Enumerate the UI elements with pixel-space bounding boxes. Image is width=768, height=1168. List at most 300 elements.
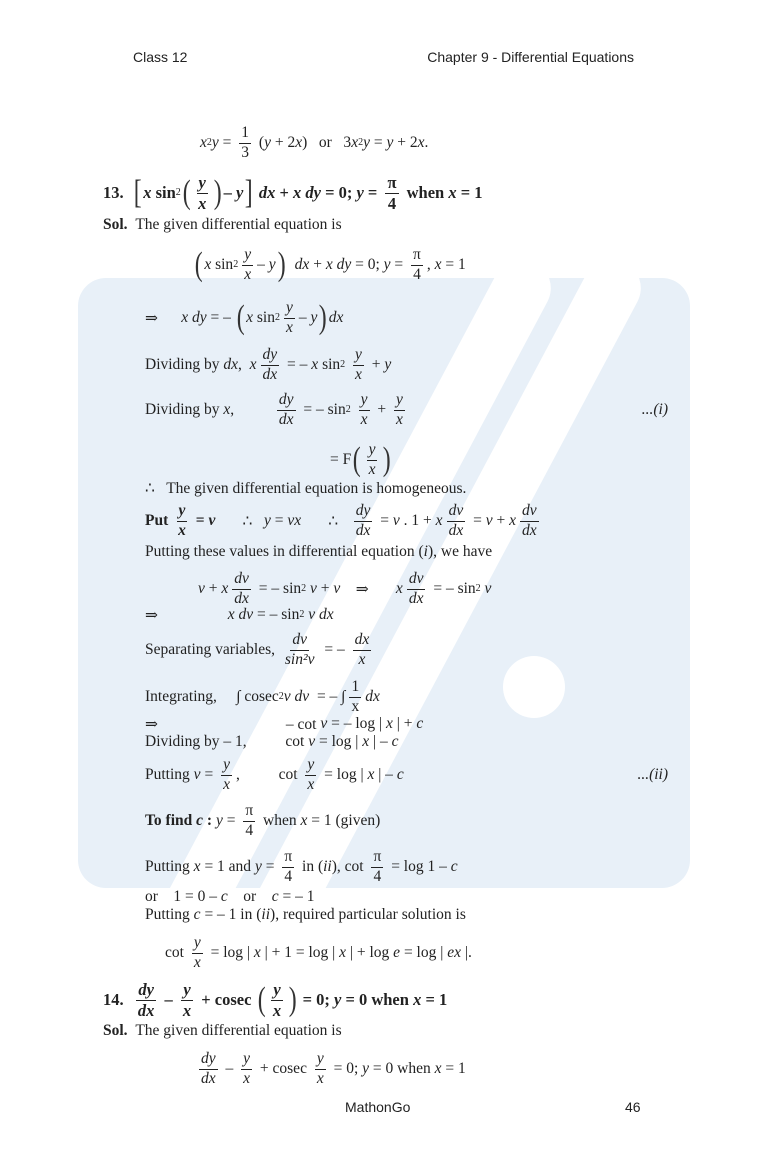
bracket: ( <box>236 299 245 336</box>
fraction <box>242 247 253 283</box>
question-13: 13. [ x sin 2 ( $\frac{y}{x}$ ) – y ] dx + x dy = 0; y = $\frac{\pi}{4}$ when x = 1 <box>103 173 483 213</box>
math-variable: y <box>215 812 223 829</box>
text: = log | <box>400 944 448 961</box>
bold-text: = 0; <box>298 990 334 1009</box>
text: Putting <box>145 858 194 875</box>
text: ⇒ – cot <box>145 715 321 733</box>
text: = 1 <box>441 1060 466 1077</box>
math-variable: c <box>220 888 228 905</box>
fraction <box>407 571 426 607</box>
bracket: ) <box>383 441 392 478</box>
bold-text: sin <box>155 183 176 202</box>
denominator: x <box>193 953 201 971</box>
text: | + 1 = log | <box>260 944 340 961</box>
text: ), cot <box>331 858 368 875</box>
math-variable: x <box>295 134 303 151</box>
math-variable: v dx <box>308 606 334 623</box>
math-variable: v dv <box>283 688 310 705</box>
fraction <box>305 757 316 793</box>
equation-line: x 2 y = $\frac{1}{3}$ ( y + 2 x ) or 3 x 2 y = y + 2 x . <box>200 124 429 161</box>
numerator: 1 <box>349 679 361 697</box>
bold-text: = 0 when <box>341 990 414 1009</box>
text: = log 1 – <box>387 858 451 875</box>
equation-label: ...(i) <box>641 401 668 418</box>
text: . <box>424 134 429 151</box>
numerator: y <box>242 247 253 265</box>
numerator: dv <box>520 503 539 521</box>
text: Putting <box>145 766 194 783</box>
math-variable: i <box>423 543 428 560</box>
denominator: x <box>360 410 368 428</box>
text: = 1 and <box>200 858 255 875</box>
fraction <box>261 347 280 383</box>
numerator: dv <box>290 632 309 650</box>
text: = – ∫ <box>309 688 346 705</box>
bold-math-variable: y <box>236 183 244 202</box>
numerator: 1 <box>239 125 251 143</box>
text: = <box>261 858 279 875</box>
denominator: x <box>316 1069 324 1087</box>
math-variable: y <box>363 134 370 151</box>
fraction <box>239 125 251 161</box>
fraction <box>385 174 398 212</box>
text: ⇒ <box>145 606 228 624</box>
numerator: y <box>367 442 378 460</box>
bold-text: = <box>191 512 209 529</box>
fraction <box>243 803 255 839</box>
numerator: y <box>192 935 203 953</box>
fraction <box>359 392 370 428</box>
text: = F <box>330 451 352 468</box>
math-variable: x <box>311 356 319 373</box>
bold-math-variable: v <box>208 512 216 529</box>
math-variable: y <box>310 309 318 326</box>
text: ), we have <box>427 543 493 560</box>
text: = – 1 <box>278 888 315 905</box>
equation-line <box>145 628 375 672</box>
text: , <box>238 356 250 373</box>
denominator: sin²v <box>284 650 315 668</box>
text: = 1 (given) <box>307 812 381 829</box>
math-variable: v <box>308 733 316 750</box>
denominator: x <box>358 650 366 668</box>
denominator: x <box>307 775 315 793</box>
denominator: x <box>178 521 186 539</box>
math-variable: x <box>339 944 347 961</box>
text: = 0; <box>329 1060 363 1077</box>
bold-math-variable: x <box>448 183 457 202</box>
denominator: x <box>396 410 403 428</box>
denominator: dx <box>355 521 371 539</box>
denominator: 4 <box>413 265 421 283</box>
numerator: π <box>387 173 397 193</box>
text: + <box>204 580 222 597</box>
text: + <box>309 256 326 273</box>
text: = <box>222 812 240 829</box>
math-variable: x <box>395 580 403 597</box>
text: = 0 when <box>369 1060 435 1077</box>
bracket: ] <box>245 174 254 211</box>
math-variable: ex <box>447 944 461 961</box>
bold-text: Sol. <box>103 216 136 233</box>
text: ( <box>255 134 265 151</box>
text: or 1 = 0 – <box>145 888 221 905</box>
fraction <box>192 935 203 971</box>
bold-math-variable: x <box>143 183 156 202</box>
text: sin <box>211 256 234 273</box>
denominator: x <box>223 775 230 793</box>
text: = <box>270 512 288 529</box>
text: = <box>469 512 486 529</box>
text: = 0; <box>351 256 384 273</box>
denominator: x <box>244 265 252 283</box>
math-variable: x <box>435 512 443 529</box>
text: Dividing by <box>145 401 224 418</box>
bold-text: 13. <box>103 183 132 202</box>
bold-math-variable: x <box>413 990 422 1009</box>
math-variable: x <box>249 356 257 373</box>
denominator: dx <box>448 521 464 539</box>
numerator: y <box>183 980 191 1000</box>
text: = log | <box>320 766 368 783</box>
equation-line <box>195 1047 466 1091</box>
denominator: dx <box>521 521 537 539</box>
text: ∴ The given differential equation is homogeneous. <box>145 479 467 497</box>
numerator: dv <box>407 571 426 589</box>
bold-text: – <box>160 990 177 1009</box>
text: Putting <box>145 906 194 923</box>
math-variable: x <box>193 858 201 875</box>
numerator: dy <box>138 980 154 1000</box>
math-variable: v <box>333 580 341 597</box>
bracket: [ <box>133 174 142 211</box>
bold-text: – <box>223 183 237 202</box>
bold-math-variable: dx <box>254 183 276 202</box>
numerator: dy <box>354 503 373 521</box>
math-variable: v <box>193 766 201 783</box>
math-variable: x <box>253 944 261 961</box>
math-variable: y <box>384 356 392 373</box>
denominator: 4 <box>373 867 382 885</box>
math-variable: v <box>392 512 400 529</box>
text: + cosec <box>256 1060 311 1077</box>
text: ), required particular solution is <box>270 906 466 923</box>
fraction <box>411 247 423 283</box>
bold-text: 14. <box>103 990 132 1009</box>
equation-line: Dividing by dx , x $\frac{dy}{dx}$ = – x sin 2 $\frac{y}{x}$ + y <box>145 346 392 383</box>
numerator: dy <box>261 347 280 365</box>
bold-math-variable: x dy <box>292 183 321 202</box>
text: = 1 <box>441 256 466 273</box>
math-variable: e <box>393 944 401 961</box>
numerator: π <box>371 849 383 867</box>
equation-line <box>145 799 380 843</box>
text: = – log | <box>327 715 386 732</box>
text: = log | <box>206 944 254 961</box>
denominator: dx <box>234 589 249 607</box>
numerator: y <box>241 1051 252 1069</box>
numerator: y <box>353 347 364 365</box>
math-variable: x dy <box>325 256 352 273</box>
watermark-dot <box>503 656 565 718</box>
numerator: y <box>394 392 405 410</box>
math-variable: y <box>386 134 394 151</box>
text <box>351 401 355 419</box>
equation-line: Integrating, ∫ cosec 2 v dv = – ∫ $\frac{1}{x}$ dx <box>145 678 380 715</box>
math-variable: x <box>367 766 375 783</box>
fraction <box>283 632 317 668</box>
bracket: ( <box>352 441 361 478</box>
fraction <box>520 503 539 539</box>
math-variable: ii <box>261 906 271 923</box>
bold-text: when <box>402 183 449 202</box>
numerator: y <box>221 757 232 775</box>
text: + 2 <box>270 134 296 151</box>
text: + <box>492 512 510 529</box>
numerator: y <box>273 980 281 1000</box>
math-variable: v <box>320 715 328 732</box>
text: + <box>316 580 334 597</box>
text: Dividing by – 1, cot <box>145 733 309 750</box>
bold-text: + <box>275 183 293 202</box>
text: = <box>376 512 393 529</box>
text: sin <box>318 356 341 373</box>
math-variable: x <box>300 812 308 829</box>
text: ⇒ <box>145 309 182 327</box>
math-variable: x <box>417 134 425 151</box>
text: + <box>373 401 391 418</box>
footer-brand: MathonGo <box>345 1099 411 1115</box>
math-variable: y <box>263 512 271 529</box>
text: + 2 <box>393 134 418 151</box>
bracket: ( <box>194 246 203 283</box>
text: ∴ <box>215 512 264 530</box>
denominator: x <box>243 1069 251 1087</box>
equation-line <box>145 753 404 797</box>
text: – <box>221 1060 238 1077</box>
math-variable: y <box>383 256 391 273</box>
math-variable: c <box>193 906 201 923</box>
denominator: 3 <box>241 143 250 161</box>
fraction <box>353 632 372 668</box>
math-variable: dx <box>294 256 310 273</box>
math-variable: x <box>509 512 516 529</box>
bold-text: = <box>363 183 382 202</box>
math-variable: v <box>484 580 492 597</box>
fraction <box>199 1051 218 1087</box>
denominator: x <box>355 365 362 383</box>
bracket: ( <box>257 981 266 1018</box>
bracket: ) <box>214 174 222 211</box>
numerator: y <box>305 757 316 775</box>
math-variable: c <box>416 715 424 732</box>
math-variable: c <box>396 766 404 783</box>
text: | + <box>392 715 417 732</box>
denominator: x <box>368 460 376 478</box>
bracket: ) <box>277 246 286 283</box>
text: = – <box>283 356 312 373</box>
bold-text: : <box>203 812 216 829</box>
bracket: ) <box>288 981 297 1018</box>
bold-text: To find <box>145 812 197 829</box>
text: – <box>298 309 311 326</box>
math-variable: x <box>204 256 212 273</box>
math-variable: v <box>310 580 317 597</box>
text: = – <box>206 309 235 326</box>
bold-text: + cosec <box>197 990 256 1009</box>
math-variable: y <box>254 858 262 875</box>
text: in ( <box>298 858 324 875</box>
header-class: Class 12 <box>133 49 188 65</box>
denominator: dx <box>201 1069 216 1087</box>
text: cot <box>165 944 188 961</box>
final-solution <box>165 931 472 975</box>
denominator: x <box>272 1000 282 1020</box>
text: ⇒ <box>340 580 396 598</box>
numerator: y <box>284 300 295 318</box>
math-variable: v <box>198 580 205 597</box>
text <box>287 256 295 274</box>
text: The given differential equation is <box>135 216 342 233</box>
math-variable: y <box>268 256 276 273</box>
bold-text: = 1 <box>421 990 448 1009</box>
fraction <box>221 757 232 793</box>
text: | – <box>374 766 397 783</box>
text: or <box>227 888 272 905</box>
math-variable: c <box>391 733 399 750</box>
text: = <box>218 134 236 151</box>
math-variable: c <box>271 888 279 905</box>
text: = – sin <box>253 606 300 623</box>
fraction <box>284 300 295 336</box>
numerator: dx <box>353 632 372 650</box>
text: = – <box>320 641 349 658</box>
denominator: x <box>351 697 360 715</box>
text: = – sin <box>429 580 476 597</box>
bracket: ( <box>182 174 191 211</box>
text: sin <box>252 309 275 326</box>
math-variable: dx <box>328 309 344 326</box>
numerator: π <box>282 849 294 867</box>
fraction <box>241 1051 252 1087</box>
math-variable: c <box>450 858 458 875</box>
text: + <box>367 356 385 373</box>
denominator: dx <box>278 410 294 428</box>
denominator: dx <box>408 589 424 607</box>
math-variable: v <box>485 512 493 529</box>
numerator: dy <box>199 1051 218 1069</box>
fraction <box>371 849 383 885</box>
math-variable: y <box>264 134 271 151</box>
solution-intro <box>103 203 342 247</box>
text: = – 1 in ( <box>200 906 262 923</box>
equation-line: ( x sin 2 $\frac{y}{x}$ – y ) dx + x dy = 0; y = $\frac{\pi}{4}$ , x = 1 <box>194 246 466 283</box>
bold-math-variable: y <box>356 183 364 202</box>
text: | – <box>369 733 392 750</box>
numerator: y <box>315 1051 326 1069</box>
denominator: 4 <box>387 193 397 213</box>
math-variable: ii <box>323 858 332 875</box>
bracket: ) <box>319 299 327 336</box>
math-variable: x <box>221 580 229 597</box>
text: = <box>369 134 387 151</box>
text: |. <box>460 944 472 961</box>
text: The given differential equation is <box>135 1022 342 1039</box>
denominator: x <box>198 193 207 213</box>
math-variable: vx <box>287 512 302 529</box>
bold-math-variable: c <box>196 812 204 829</box>
text: ∴ <box>301 512 350 530</box>
math-variable: x <box>385 715 393 732</box>
numerator: π <box>243 803 255 821</box>
fraction <box>315 1051 326 1087</box>
denominator: x <box>182 1000 192 1020</box>
math-variable: x dy <box>181 309 207 326</box>
numerator: y <box>177 503 188 521</box>
equation-line: ⇒ x dv = – sin 2 v dx <box>145 606 334 624</box>
text: , <box>230 401 273 418</box>
text: = log | <box>315 733 363 750</box>
math-variable: x dv <box>227 606 254 623</box>
denominator: dx <box>262 365 278 383</box>
text: = <box>200 766 218 783</box>
text: = – sin <box>299 401 346 418</box>
text: = <box>390 256 408 273</box>
text: Separating variables, <box>145 641 279 658</box>
bold-text: = 0; <box>320 183 357 202</box>
text: Dividing by <box>145 356 224 373</box>
fraction <box>277 392 296 428</box>
equation-line: v + x $\frac{dv}{dx}$ = – sin 2 v + v ⇒ x $\frac{dv}{dx}$ = – sin 2 v <box>198 570 492 607</box>
math-variable: x <box>200 134 207 151</box>
text: ) or 3 <box>302 134 352 151</box>
numerator: dv <box>232 571 251 589</box>
bold-text: Put <box>145 512 173 529</box>
text: Putting these values in differential equation ( <box>145 543 424 560</box>
numerator: y <box>198 173 206 193</box>
math-variable: x <box>246 309 253 326</box>
text: | + log <box>346 944 394 961</box>
page-number: 46 <box>625 1099 641 1115</box>
math-variable: y <box>362 1060 370 1077</box>
numerator: dy <box>277 392 296 410</box>
text: Integrating, ∫ cosec <box>145 688 279 705</box>
math-variable: x <box>434 1060 442 1077</box>
math-variable: x <box>351 134 359 151</box>
math-variable: y <box>211 134 219 151</box>
math-variable: dx <box>223 356 239 373</box>
math-variable: x <box>362 733 370 750</box>
bold-text: = 1 <box>456 183 483 202</box>
numerator: π <box>411 247 423 265</box>
text: – <box>257 256 269 273</box>
bold-text: Sol. <box>103 1022 136 1039</box>
equation-line: Dividing by x , $\frac{dy}{dx}$ = – sin 2 $\frac{y}{x}$ + $\frac{y}{x}$ <box>145 391 403 428</box>
fraction <box>353 347 364 383</box>
text: . 1 + <box>399 512 436 529</box>
equation-line: ⇒ x dy = – ( x sin 2 $\frac{y}{x}$ – y ) dx <box>145 299 344 336</box>
text: = – sin <box>254 580 302 597</box>
numerator: y <box>359 392 370 410</box>
denominator: 4 <box>284 867 293 885</box>
fraction <box>394 392 405 428</box>
text: when <box>259 812 301 829</box>
denominator: x <box>285 318 293 336</box>
denominator: 4 <box>245 821 254 839</box>
denominator: dx <box>137 1000 155 1020</box>
math-variable: x <box>434 256 442 273</box>
header-chapter: Chapter 9 - Differential Equations <box>427 49 634 65</box>
